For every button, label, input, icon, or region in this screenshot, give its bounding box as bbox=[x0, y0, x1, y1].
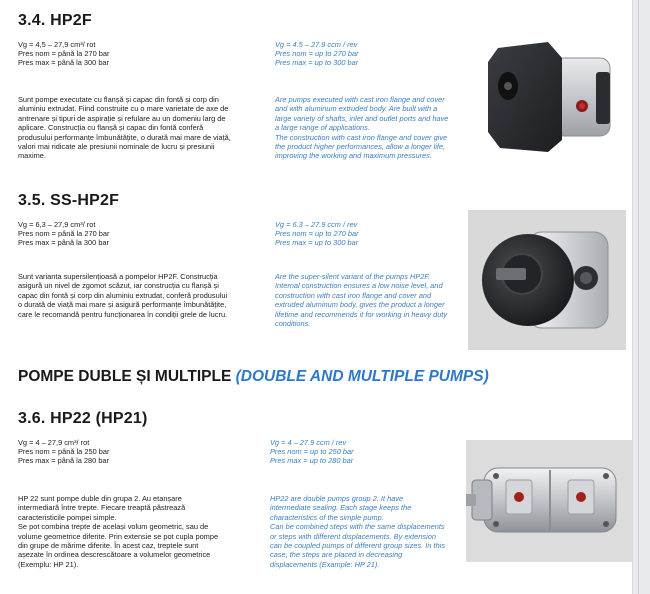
text-line: lifetime and recommends it for working in heavy duty bbox=[275, 309, 448, 319]
hp2f-specs-ro bbox=[18, 40, 109, 67]
text-line: a large range of applications. bbox=[275, 123, 370, 133]
hp22-specs-ro bbox=[18, 438, 109, 465]
hp22-title: 3.6. HP22 (HP21) bbox=[18, 410, 148, 427]
text-line: volume geometrice diferite. Prin extensie se pot cupla pompe bbox=[18, 531, 219, 541]
text-line: large variety of shafts, inlet and outlet ports and have bbox=[275, 113, 449, 123]
text-line: can be coupled pumps of different group sizes. In this bbox=[270, 541, 446, 551]
spec-line: Vg = 4,5 – 27,9 cm³/ rot bbox=[18, 40, 96, 49]
hp2f-pump-image bbox=[478, 28, 626, 160]
spec-line: Pres max = up to 300 bar bbox=[275, 238, 359, 247]
text-line: HP 22 sunt pompe duble din grupa 2. Au etanșare bbox=[18, 494, 182, 503]
text-line: Internal construction ensures a low noise level, and bbox=[275, 281, 443, 291]
text-line: and with aluminum extruded body. Are built with a bbox=[275, 104, 438, 114]
hp2f-description-en bbox=[275, 95, 475, 161]
text-line: Are pumps executed with cast iron flange and cover bbox=[275, 95, 445, 104]
text-line: construction with cast iron flange and cover and bbox=[275, 290, 432, 300]
section-title-en: (DOUBLE AND MULTIPLE PUMPS) bbox=[235, 368, 489, 385]
text-line: caracteristicile pompei simple. bbox=[18, 512, 117, 522]
text-line: conditions. bbox=[275, 319, 311, 329]
text-line: (Exemplu: HP 21). bbox=[18, 559, 79, 569]
text-line: o durată de viață mai mare și asigură performanțe îmbunătățite, bbox=[18, 300, 227, 310]
text-line: produsului performanțe îmbunătățite, o durată mai mare de viață, bbox=[18, 132, 231, 142]
text-line: case, the steps are placed in decreasing bbox=[270, 550, 403, 560]
text-line: Sunt pompe executate cu flanșă și capac din fontă și corp din bbox=[18, 95, 219, 104]
spec-line: Pres max = până la 280 bar bbox=[18, 456, 110, 465]
spec-line: Pres max = up to 300 bar bbox=[275, 58, 359, 67]
hp22-description-en bbox=[270, 494, 465, 569]
text-line: The construction with cast iron flange and cover give bbox=[275, 132, 448, 142]
hp22-description-ro bbox=[18, 494, 268, 569]
ss-hp2f-specs-en bbox=[275, 220, 359, 247]
section-title-ro: POMPE DUBLE ȘI MULTIPLE bbox=[18, 368, 236, 385]
text-line: din grupe de mărime diferite. În acest caz, treptele sunt bbox=[18, 541, 199, 551]
text-line: Se pot combina trepte de același volum geometric, sau de bbox=[18, 522, 209, 532]
text-line: intermediate sealing. Each stage keeps the bbox=[270, 503, 412, 513]
hp2f-description-ro bbox=[18, 95, 268, 161]
page-edge-strip bbox=[632, 0, 650, 594]
text-line: capac din fontă și corp din aluminiu extrudat, conferă produsului bbox=[18, 290, 228, 300]
text-line: Sunt varianta supersilențioasă a pompelor HP2F. Construcția bbox=[18, 272, 218, 281]
ss-hp2f-description-ro bbox=[18, 272, 268, 319]
text-line: HP22 are double pumps group 2. It have bbox=[270, 494, 404, 503]
text-line: the product higher performances, allow a longer life, bbox=[275, 142, 446, 152]
text-line: intermediară între trepte. Fiecare treaptă păstrează bbox=[18, 503, 186, 513]
text-line: valori mai ridicate ale presiunii nominale de lucru și presiunii bbox=[18, 142, 215, 152]
spec-line: Pres max = up to 280 bar bbox=[270, 456, 354, 465]
spec-line: Pres nom = up to 270 bar bbox=[275, 229, 359, 238]
hp22-specs-en bbox=[270, 438, 354, 465]
text-line: aplicare. Construcția cu flanșă și capac din fontă conferă bbox=[18, 123, 204, 133]
spec-line: Pres max = până la 300 bar bbox=[18, 58, 110, 67]
hp2f-specs-en bbox=[275, 40, 359, 67]
spec-line: Pres max = până la 300 bar bbox=[18, 238, 110, 247]
text-line: or steps with different displacements. By extension bbox=[270, 531, 436, 541]
hp22-double-pump-image bbox=[466, 440, 632, 562]
ss-hp2f-description-en bbox=[275, 272, 475, 328]
text-line: displacements (Example: HP 21). bbox=[270, 559, 380, 569]
ss-hp2f-specs-ro bbox=[18, 220, 109, 247]
spec-line: Vg = 4 – 27.9 ccm / rev bbox=[270, 438, 347, 447]
text-line: antrenare și tipuri de aspirație și refulare au un domeniu larg de bbox=[18, 113, 226, 123]
text-line: maxime. bbox=[18, 151, 46, 161]
text-line: aluminiu extrudat. Fiind construite cu o mare varietate de axe de bbox=[18, 104, 229, 114]
spec-line: Pres nom = până la 270 bar bbox=[18, 49, 110, 58]
spec-line: Pres nom = până la 250 bar bbox=[18, 447, 110, 456]
ss-hp2f-title: 3.5. SS-HP2F bbox=[18, 192, 120, 209]
text-line: Are the super-silent variant of the pumps HP2F. bbox=[275, 272, 431, 281]
text-line: așezate în ordinea descrescătoare a volumelor geometrice bbox=[18, 550, 211, 560]
text-line: extruded aluminum body, gives the product a longer bbox=[275, 300, 445, 310]
spec-line: Vg = 4.5 – 27.9 ccm / rev bbox=[275, 40, 358, 49]
ss-hp2f-pump-image bbox=[468, 210, 626, 350]
text-line: improving the working and maximum pressures. bbox=[275, 151, 432, 161]
text-line: Can be combined steps with the same displacements bbox=[270, 522, 445, 532]
section-title bbox=[18, 368, 489, 386]
spec-line: Vg = 4 – 27,9 cm³/ rot bbox=[18, 438, 90, 447]
spec-line: Pres nom = până la 270 bar bbox=[18, 229, 110, 238]
text-line: asigură un nivel de zgomot scăzut, iar construcția cu flanșă și bbox=[18, 281, 219, 291]
spec-line: Pres nom = up to 250 bar bbox=[270, 447, 354, 456]
spec-line: Vg = 6,3 – 27,9 cm³/ rot bbox=[18, 220, 96, 229]
hp2f-title: 3.4. HP2F bbox=[18, 12, 92, 29]
text-line: characteristics of the simple pump. bbox=[270, 512, 384, 522]
spec-line: Pres nom = up to 270 bar bbox=[275, 49, 359, 58]
text-line: care le recomandă pentru funcționarea în condiții grele de lucru. bbox=[18, 309, 228, 319]
spec-line: Vg = 6.3 – 27.9 ccm / rev bbox=[275, 220, 358, 229]
